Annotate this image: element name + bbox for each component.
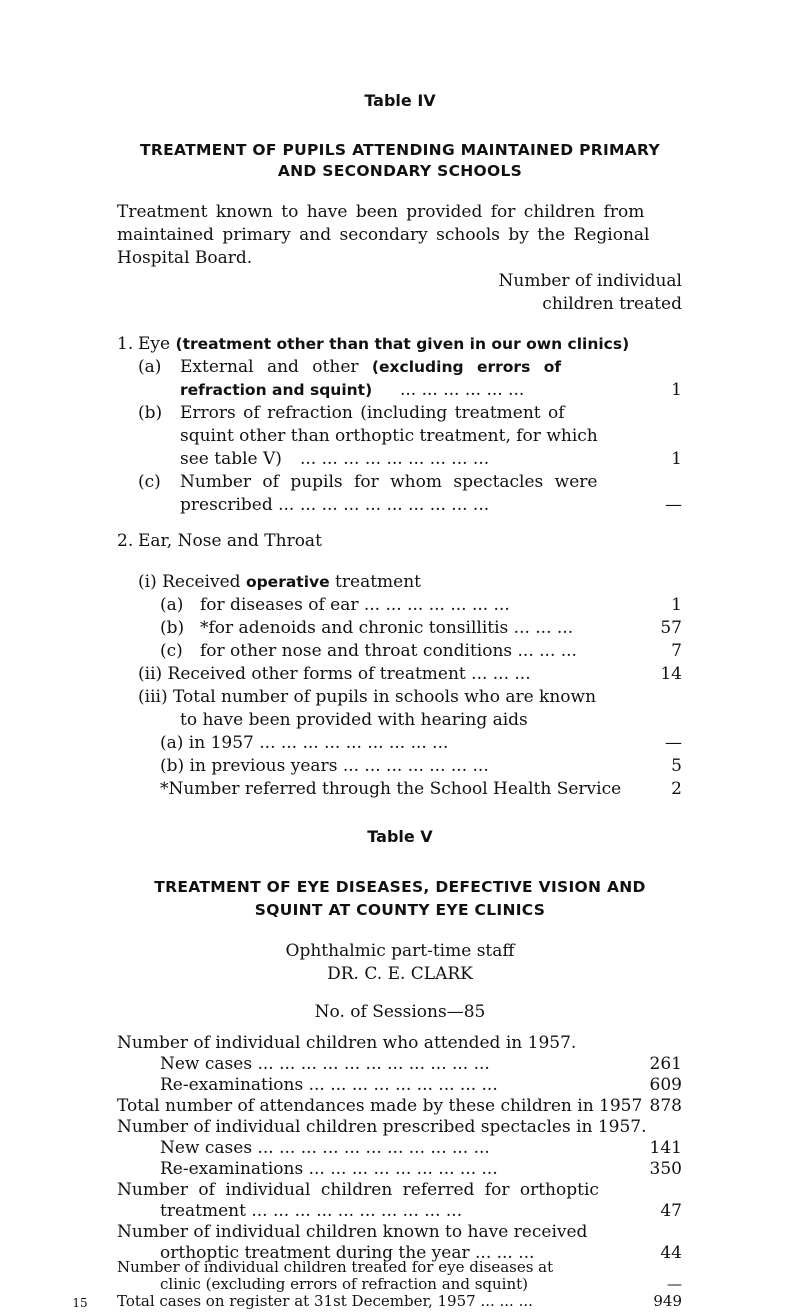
section-2-title: Ear, Nose and Throat (138, 531, 322, 551)
spectacles-heading: Number of individual children prescribed spectacles in 1957. (117, 1117, 647, 1137)
orthoptic-referred-value: 47 (660, 1201, 682, 1221)
new-cases-2-value: 141 (649, 1138, 682, 1158)
item-2iii-a-value: — (665, 733, 682, 753)
new-cases-1-value: 261 (649, 1054, 682, 1074)
total-attendances-value: 878 (649, 1096, 682, 1116)
section-1-qualifier: (treatment other than that given in our own clinics) (175, 335, 630, 353)
section-1-title: Eye (138, 334, 171, 354)
reexaminations-2-text: Re-examinations ... ... ... ... ... ... ... ... ... (160, 1159, 498, 1179)
item-1c-line-1: Number of pupils for whom spectacles were (180, 472, 598, 492)
item-2iii-b-value: 5 (671, 756, 682, 776)
table-v-title: Table V (367, 827, 433, 846)
intro-line-1: Treatment known to have been provided for children from (117, 202, 645, 222)
item-2iii-line-1: (iii) Total number of pupils in schools who are known (138, 687, 597, 707)
eye-disease-line-2: clinic (excluding errors of refraction and squint) (160, 1275, 529, 1293)
new-cases-2-text: New cases ... ... ... ... ... ... ... ... ... ... ... (160, 1138, 490, 1158)
table-iv-title: Table IV (364, 91, 436, 110)
table-iv-heading-line-1: TREATMENT OF PUPILS ATTENDING MAINTAINED PRIMARY (140, 141, 660, 159)
total-attendances-text: Total number of attendances made by these children in 1957 (117, 1096, 643, 1116)
page-number: 15 (72, 1296, 88, 1310)
eye-disease-line-1: Number of individual children treated for eye diseases at (117, 1258, 554, 1276)
item-1b-value: 1 (671, 449, 682, 469)
sessions-count: No. of Sessions—85 (314, 1002, 486, 1022)
section-1-number: 1. (117, 334, 134, 354)
register-total-text: Total cases on register at 31st December, 1957 ... ... ... (117, 1292, 533, 1310)
reexaminations-2-value: 350 (649, 1159, 682, 1179)
section-2-number: 2. (117, 531, 134, 551)
staff-name: DR. C. E. CLARK (327, 964, 473, 984)
item-1b-line-3: see table V) (180, 449, 282, 469)
eye-disease-value: — (667, 1275, 682, 1293)
item-1a-value: 1 (671, 380, 682, 400)
item-1a-marker: (a) (138, 357, 162, 377)
item-1a-leader-dots: ... ... ... ... ... ... (400, 380, 525, 400)
table-v-heading-line-2: SQUINT AT COUNTY EYE CLINICS (254, 901, 546, 919)
reexaminations-1-text: Re-examinations ... ... ... ... ... ... ... ... ... (160, 1075, 498, 1095)
item-2i-heading (138, 571, 421, 593)
item-2iii-a-text: (a) in 1957 ... ... ... ... ... ... ... ... ... (160, 733, 449, 753)
item-1a-plain: External and other (180, 357, 359, 377)
ent-row-marker: (a) (160, 595, 184, 615)
footnote-text: *Number referred through the School Health Service (160, 779, 622, 799)
item-1c-leader-dots: ... ... ... ... ... ... ... ... ... (300, 495, 490, 515)
item-1b-line-1: Errors of refraction (including treatment of (180, 403, 565, 423)
reexaminations-1-value: 609 (649, 1075, 682, 1095)
item-2ii-value: 14 (660, 664, 682, 684)
attended-heading: Number of individual children who attended in 1957. (117, 1033, 577, 1053)
item-1c-line-2: prescribed ... (180, 495, 295, 515)
orthoptic-received-value: 44 (660, 1243, 682, 1263)
item-2ii-text: (ii) Received other forms of treatment ... ... ... (138, 664, 531, 684)
item-2iii-line-2: to have been provided with hearing aids (180, 710, 528, 730)
ent-row-text: for other nose and throat conditions ... ... ... (200, 641, 577, 661)
item-2i-tail: treatment (335, 572, 421, 592)
item-1a-line-1 (180, 356, 561, 378)
ent-row-value: 1 (671, 595, 682, 615)
table-iv-heading-line-2: AND SECONDARY SCHOOLS (277, 162, 523, 180)
ent-row-value: 57 (660, 618, 682, 638)
orthoptic-referred-line-1: Number of individual children referred for orthoptic (117, 1180, 599, 1200)
section-1-label (138, 333, 629, 355)
ent-row-marker: (c) (160, 641, 183, 661)
footnote-value: 2 (671, 779, 682, 799)
intro-line-3: Hospital Board. (117, 248, 253, 268)
staff-label: Ophthalmic part-time staff (285, 941, 515, 961)
item-1a-line-2: refraction and squint) (180, 381, 373, 399)
column-header-line-1: Number of individual (498, 271, 682, 291)
orthoptic-received-line-1: Number of individual children known to have received (117, 1222, 588, 1242)
item-1b-marker: (b) (138, 403, 163, 423)
item-1a-bold: (excluding errors of (371, 358, 562, 376)
item-2i-lead: (i) Received (138, 572, 241, 592)
item-1b-leader-dots: ... ... ... ... ... ... ... ... ... (300, 449, 490, 469)
item-2iii-b-text: (b) in previous years ... ... ... ... ... ... ... (160, 756, 489, 776)
new-cases-1-text: New cases ... ... ... ... ... ... ... ... ... ... ... (160, 1054, 490, 1074)
ent-row-text: *for adenoids and chronic tonsillitis ... ... ... (200, 618, 574, 638)
item-2i-bold: operative (245, 573, 330, 591)
ent-row-text: for diseases of ear ... ... ... ... ... ... ... (200, 595, 510, 615)
column-header-line-2: children treated (542, 294, 682, 314)
orthoptic-received-line-2: orthoptic treatment during the year ... ... ... (160, 1243, 535, 1263)
ent-row-marker: (b) (160, 618, 185, 638)
ent-row-value: 7 (671, 641, 682, 661)
intro-line-2: maintained primary and secondary schools by the Regional (117, 225, 650, 245)
item-1c-marker: (c) (138, 472, 161, 492)
orthoptic-referred-line-2: treatment ... ... ... ... ... ... ... ... ... ... (160, 1201, 463, 1221)
table-v-heading-line-1: TREATMENT OF EYE DISEASES, DEFECTIVE VISION AND (154, 878, 646, 896)
register-total-value: 949 (653, 1292, 682, 1310)
item-1b-line-2: squint other than orthoptic treatment, for which (180, 426, 598, 446)
item-1c-value: — (665, 495, 682, 515)
